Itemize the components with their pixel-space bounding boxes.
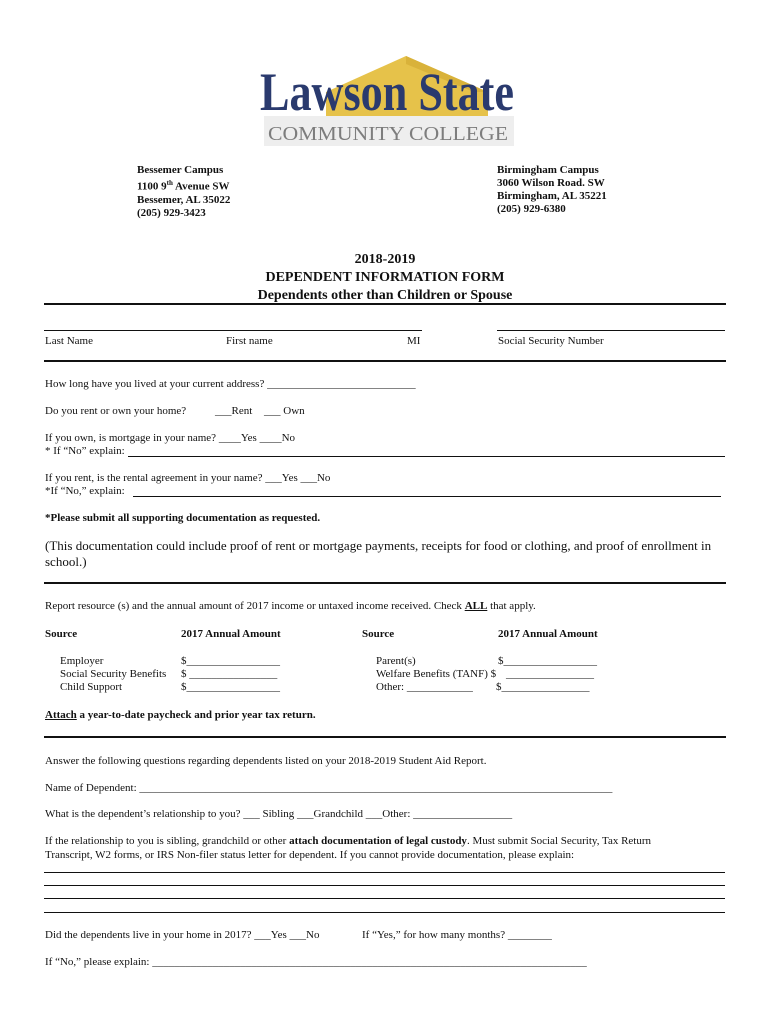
rental-question: If you rent, is the rental agreement in your name? ___Yes ___No [45, 472, 331, 484]
rental-explain-label: *If “No,” explain: [45, 485, 125, 497]
explain-line[interactable] [44, 912, 725, 913]
bessemer-city: Bessemer, AL 35022 [137, 193, 231, 206]
birmingham-street: 3060 Wilson Road. SW [497, 177, 605, 189]
logo-name-text: Lawson State [260, 62, 514, 122]
bessemer-title: Bessemer Campus [137, 164, 224, 176]
rent-own-question: Do you rent or own your home? [45, 405, 187, 417]
income-amount-child-support[interactable]: $_________________ [181, 681, 280, 693]
bessemer-street: 1100 9th Avenue SW [137, 179, 230, 193]
birmingham-title: Birmingham Campus [497, 164, 599, 176]
income-source-employer: Employer [60, 655, 104, 667]
lived-in-home-question[interactable]: Did the dependents live in your home in 2017? ___Yes ___No [45, 929, 320, 941]
income-source-other[interactable]: Other: ____________ [376, 681, 473, 693]
custody-note-line1: If the relationship to you is sibling, grandchild or other attach documentation of legal custody. Must submit Social Security, Tax Return [45, 835, 652, 847]
income-amount-ssb[interactable]: $ ________________ [181, 668, 278, 680]
divider-line [44, 303, 726, 305]
income-source-ssb: Social Security Benefits [60, 668, 167, 680]
income-source-parents: Parent(s) [376, 655, 416, 667]
amount-header-left: 2017 Annual Amount [181, 628, 281, 640]
form-subtitle: Dependents other than Children or Spouse [257, 288, 513, 303]
rent-option[interactable]: ___Rent [215, 405, 253, 417]
birmingham-campus-block [497, 164, 607, 216]
bessemer-campus-block [137, 164, 230, 220]
birmingham-phone: (205) 929-6380 [497, 203, 566, 215]
income-amount-welfare[interactable]: ________________ [506, 668, 594, 680]
mi-label: MI [407, 335, 421, 347]
source-header-right: Source [362, 628, 395, 640]
form-heading [0, 251, 770, 305]
months-question[interactable]: If “Yes,” for how many months? ________ [362, 929, 552, 941]
income-amount-parents[interactable]: $_________________ [498, 655, 597, 667]
custody-note-line2: Transcript, W2 forms, or IRS Non-filer status letter for dependent. If you cannot provide documentation, please explain: [45, 849, 575, 861]
divider-line [44, 736, 726, 738]
ssn-label: Social Security Number [498, 335, 604, 347]
no-explain-field[interactable]: If “No,” please explain: _______________________________________________________________________________ [45, 956, 587, 968]
divider-line [44, 360, 726, 362]
ssn-input-line[interactable] [497, 330, 725, 331]
birmingham-city: Birmingham, AL 35221 [497, 190, 607, 202]
divider-line [44, 582, 726, 584]
mortgage-explain-label: * If “No” explain: [45, 445, 125, 457]
bessemer-phone: (205) 929-3423 [137, 206, 206, 219]
income-amount-employer[interactable]: $_________________ [181, 655, 280, 667]
explain-line[interactable] [44, 898, 725, 899]
income-source-child-support: Child Support [60, 681, 123, 693]
logo-sub-text: COMMUNITY COLLEGE [268, 123, 508, 145]
attach-paycheck-note: Attach a year-to-date paycheck and prior year tax return. [45, 709, 316, 721]
name-input-line[interactable] [44, 330, 422, 331]
college-logo [256, 54, 518, 150]
explain-line[interactable] [44, 872, 725, 873]
dependent-intro: Answer the following questions regarding dependents listed on your 2018-2019 Student Aid Report. [45, 755, 487, 767]
submit-note: *Please submit all supporting documentation as requested. [45, 512, 321, 524]
income-source-welfare: Welfare Benefits (TANF) $ [376, 668, 497, 680]
mortgage-question: If you own, is mortgage in your name? ____Yes ____No [45, 432, 296, 444]
income-intro: Report resource (s) and the annual amount of 2017 income or untaxed income received. Check ALL that apply. [45, 600, 536, 612]
rental-explain-line[interactable] [133, 496, 721, 497]
dependent-name-field[interactable]: Name of Dependent: ______________________________________________________________________________________ [45, 782, 613, 794]
logo-graphic [256, 54, 518, 150]
form-year: 2018-2019 [354, 252, 416, 267]
first-name-label: First name [226, 335, 273, 347]
last-name-label: Last Name [45, 335, 93, 347]
own-option[interactable]: ___ Own [264, 405, 305, 417]
lived-question: How long have you lived at your current address? ___________________________ [45, 378, 416, 390]
income-amount-other[interactable]: $________________ [496, 681, 590, 693]
documentation-note: (This documentation could include proof of rent or mortgage payments, receipts for food or clothing, and proof of enrollment in school.) [45, 538, 712, 569]
form-title: DEPENDENT INFORMATION FORM [265, 270, 505, 285]
relationship-question[interactable]: What is the dependent’s relationship to you? ___ Sibling ___Grandchild ___Other: __________________ [45, 808, 513, 820]
explain-line[interactable] [44, 885, 725, 886]
mortgage-explain-line[interactable] [128, 456, 725, 457]
source-header-left: Source [45, 628, 78, 640]
amount-header-right: 2017 Annual Amount [498, 628, 598, 640]
